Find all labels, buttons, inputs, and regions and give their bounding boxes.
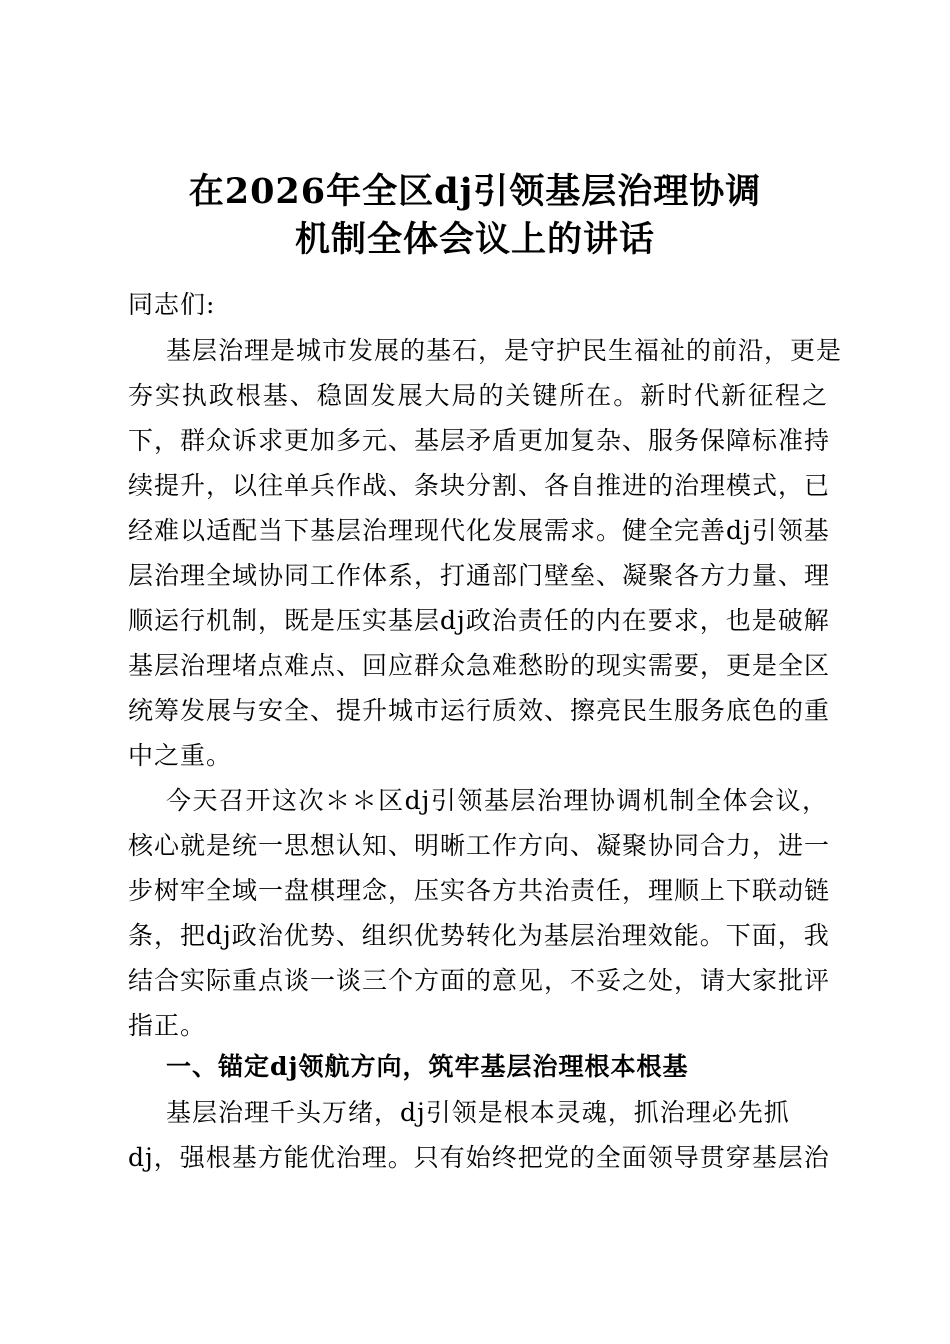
- paragraph-1-line-10: 中之重。: [128, 741, 233, 770]
- document-title-line-1: 在2026年全区dj引领基层治理协调: [188, 171, 762, 212]
- paragraph-2-line-1: 今天召开这次＊＊区dj引领基层治理协调机制全体会议，: [166, 786, 828, 815]
- section-1-heading: 一、锚定dj领航方向，筑牢基层治理根本根基: [166, 1052, 689, 1081]
- document-title-line-2: 机制全体会议上的讲话: [294, 219, 655, 260]
- paragraph-1-line-2: 夯实执政根基、稳固发展大局的关键所在。新时代新征程之: [128, 381, 828, 410]
- paragraph-2-line-4: 条，把dj政治优势、组织优势转化为基层治理效能。下面，我: [128, 921, 830, 950]
- paragraph-1-line-3: 下，群众诉求更加多元、基层矛盾更加复杂、服务保障标准持: [128, 426, 831, 455]
- paragraph-3-line-2: dj，强根基方能优治理。只有始终把党的全面领导贯穿基层治: [128, 1143, 830, 1172]
- paragraph-2-line-6: 指正。: [128, 1011, 207, 1040]
- paragraph-1-line-1: 基层治理是城市发展的基石，是守护民生福祉的前沿，更是: [166, 336, 843, 365]
- paragraph-1-line-5: 经难以适配当下基层治理现代化发展需求。健全完善dj引领基: [128, 516, 830, 545]
- salutation: 同志们:: [128, 290, 216, 319]
- paragraph-1-line-6: 层治理全域协同工作体系，打通部门壁垒、凝聚各方力量、理: [128, 561, 831, 590]
- paragraph-2-line-3: 步树牢全域一盘棋理念，压实各方共治责任，理顺上下联动链: [128, 876, 831, 905]
- paragraph-1-line-7: 顺运行机制，既是压实基层dj政治责任的内在要求，也是破解: [128, 606, 830, 635]
- paragraph-2-line-5: 结合实际重点谈一谈三个方面的意见，不妥之处，请大家批评: [128, 966, 831, 995]
- paragraph-1-line-8: 基层治理堵点难点、回应群众急难愁盼的现实需要，更是全区: [128, 651, 831, 680]
- paragraph-3-line-1: 基层治理千头万绪，dj引领是根本灵魂，抓治理必先抓: [166, 1098, 790, 1127]
- paragraph-1-line-9: 统筹发展与安全、提升城市运行质效、擦亮民生服务底色的重: [128, 696, 831, 725]
- paragraph-1-line-4: 续提升，以往单兵作战、条块分割、各自推进的治理模式，已: [128, 471, 831, 500]
- paragraph-2-line-2: 核心就是统一思想认知、明晰工作方向、凝聚协同合力，进一: [128, 831, 831, 860]
